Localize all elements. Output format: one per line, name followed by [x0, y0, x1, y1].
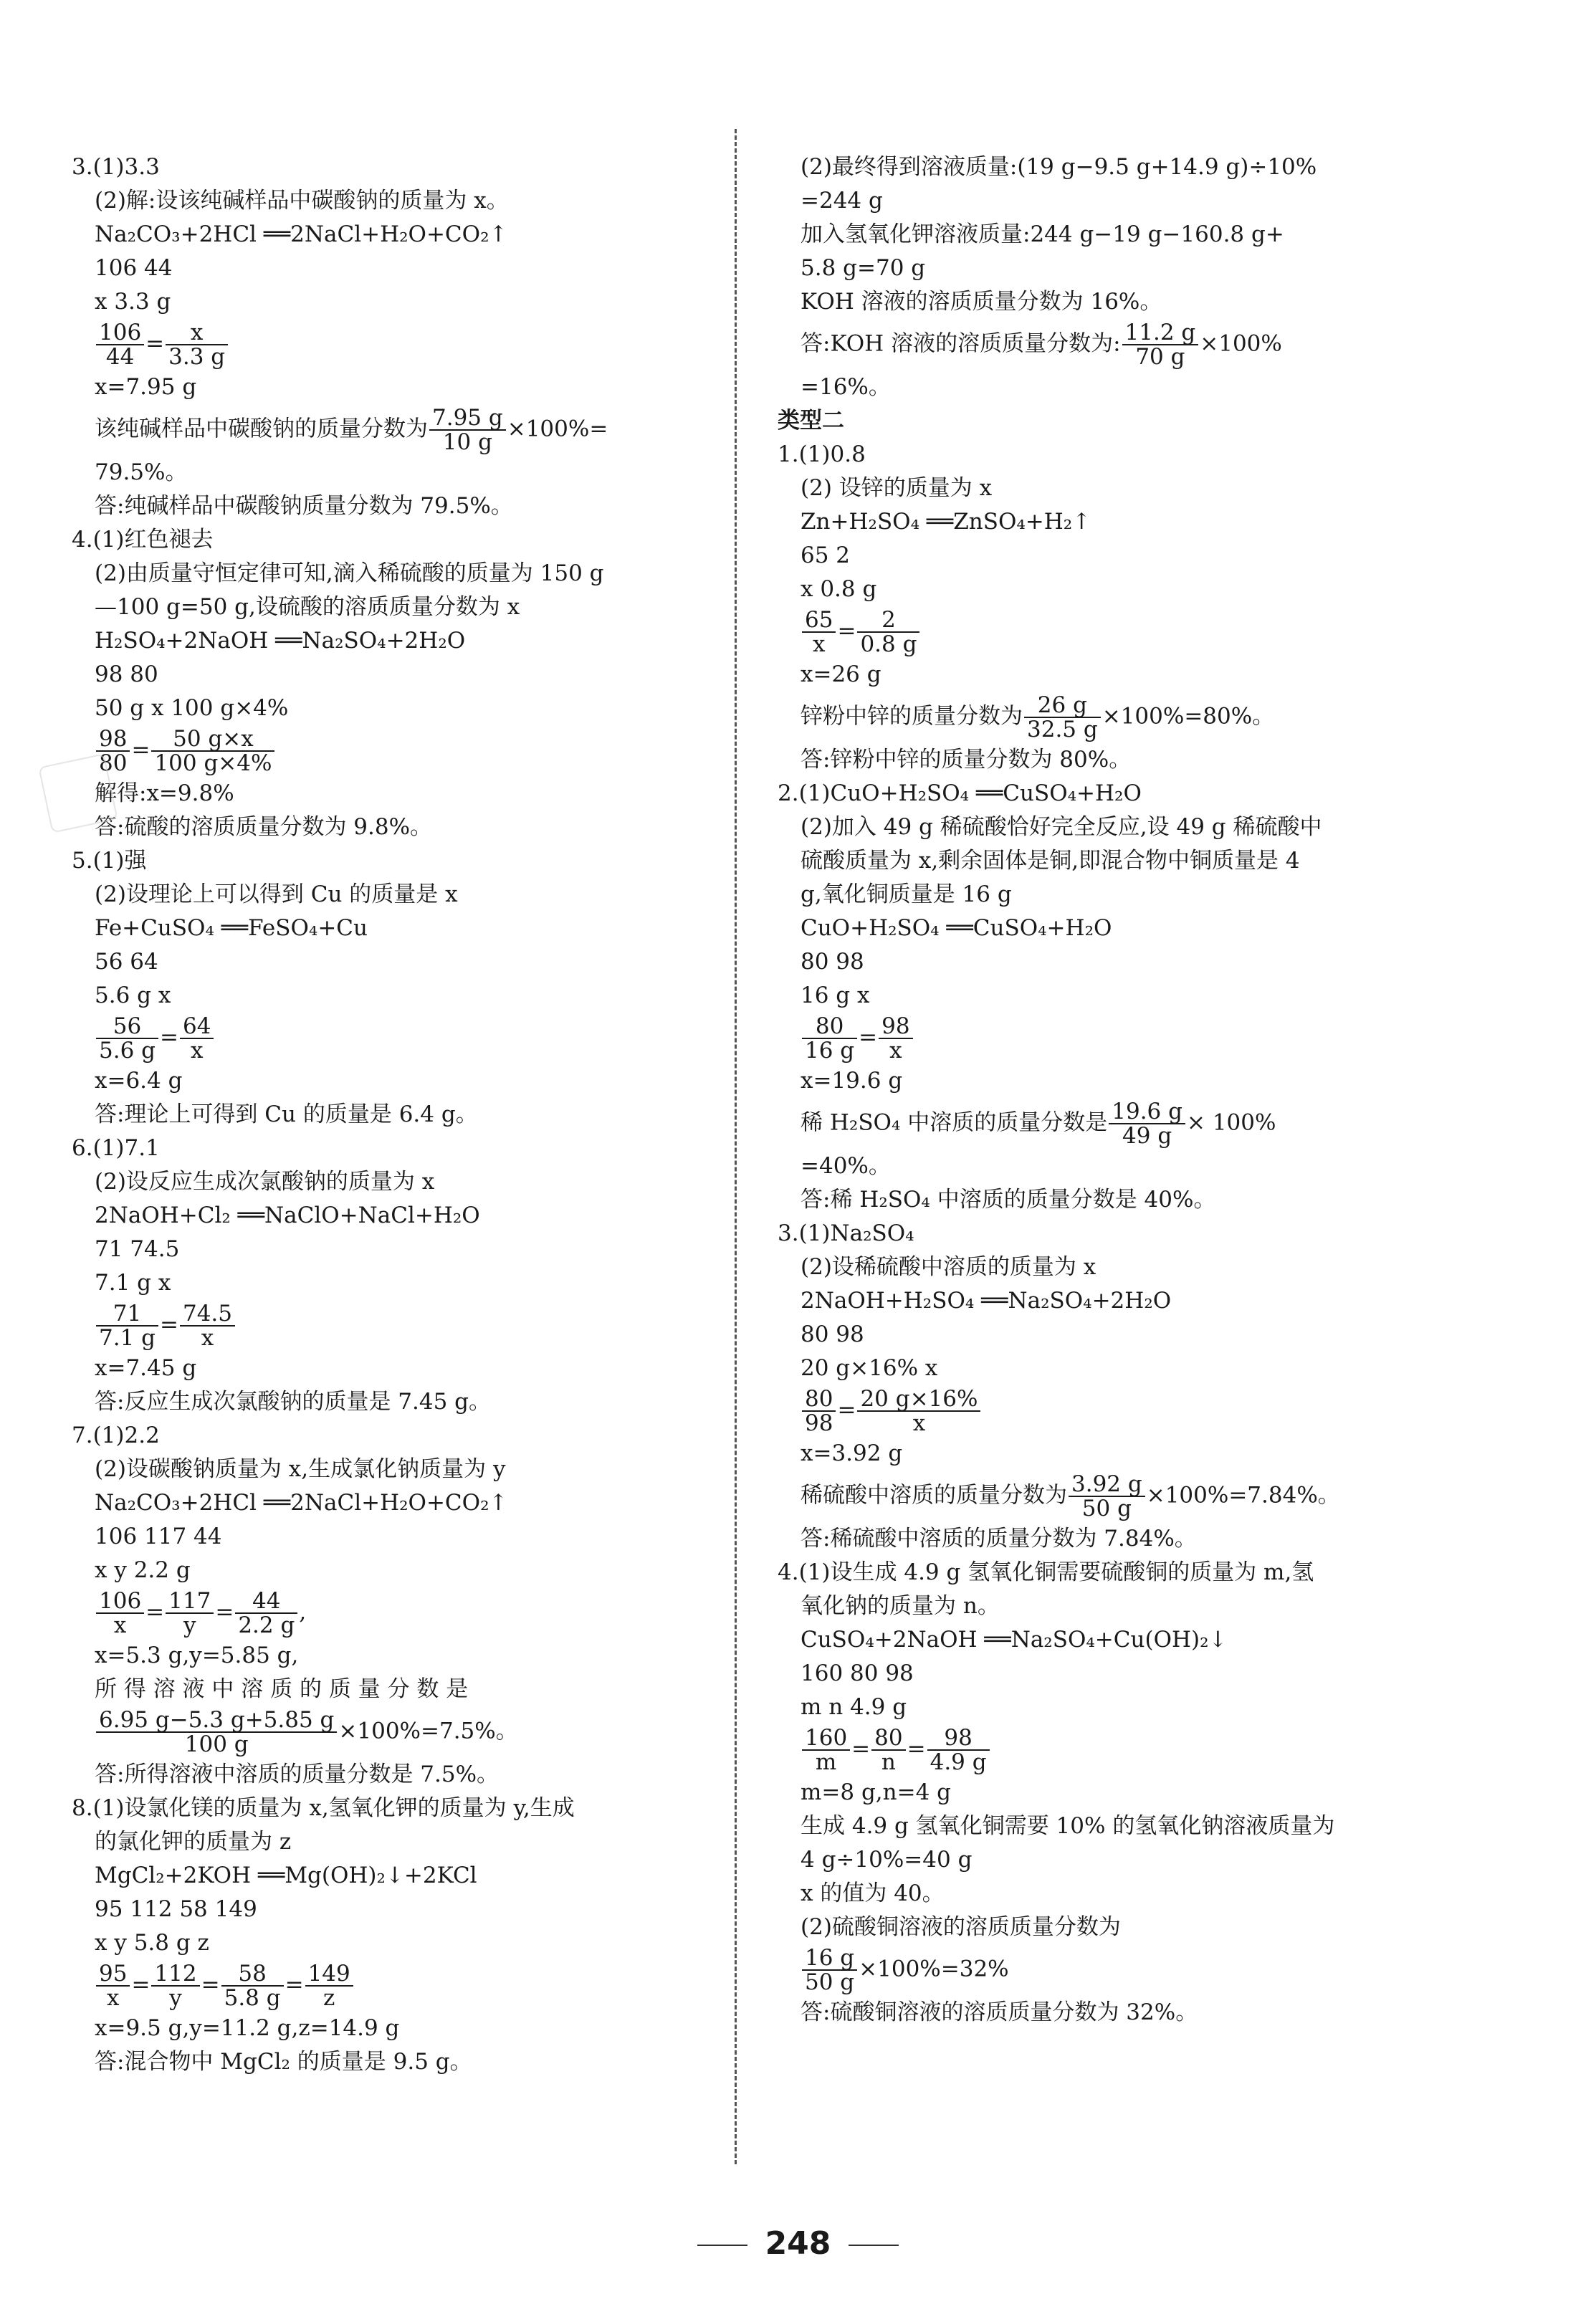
- fraction-denominator: 3.3 g: [168, 344, 226, 370]
- text-line: —100 g=50 g,设硫酸的溶质质量分数为 x: [95, 594, 520, 620]
- text-line: 生成 4.9 g 氢氧化铜需要 10% 的氢氧化钠溶液质量为: [801, 1813, 1335, 1839]
- text-line: x y 2.2 g: [95, 1557, 191, 1583]
- text-line: KOH 溶液的溶质质量分数为 16%。: [801, 289, 1162, 315]
- text-line: (2)最终得到溶液质量:(19 g−9.5 g+14.9 g)÷10%: [801, 154, 1317, 180]
- column-divider: [735, 129, 737, 2164]
- fraction-denominator: x: [106, 1985, 120, 2011]
- formula-text: =: [285, 1971, 304, 1998]
- text-line: (2)设稀硫酸中溶质的质量为 x: [801, 1254, 1096, 1280]
- fraction-denominator: y: [169, 1985, 182, 2011]
- text-line: x=5.3 g,y=5.85 g,: [95, 1643, 299, 1668]
- fraction-numerator: 80: [871, 1726, 905, 1751]
- fraction: [802, 1946, 857, 1994]
- fraction: [96, 1708, 337, 1756]
- fraction-numerator: 64: [180, 1015, 214, 1039]
- formula-line: [72, 1706, 717, 1758]
- text-line: 16 g x: [801, 983, 870, 1008]
- fraction-numerator: 56: [96, 1015, 158, 1039]
- text-line: 50 g x 100 g×4%: [95, 695, 289, 721]
- text-line: 106 117 44: [95, 1524, 222, 1549]
- fraction-denominator: x: [113, 1612, 127, 1638]
- fraction-denominator: 16 g: [805, 1038, 855, 1064]
- text-line: CuO+H₂SO₄ ══CuSO₄+H₂O: [801, 915, 1112, 941]
- fraction: [429, 406, 506, 454]
- fraction-denominator: 5.8 g: [224, 1985, 281, 2011]
- text-line: 80 98: [801, 1321, 864, 1347]
- formula-text: ×100%: [1200, 330, 1282, 357]
- text-line: (2)设反应生成次氯酸钠的质量为 x: [95, 1169, 435, 1195]
- text-line: 答:混合物中 MgCl₂ 的质量是 9.5 g。: [95, 2049, 472, 2075]
- fraction-numerator: 58: [221, 1962, 284, 1987]
- fraction-numerator: 106: [96, 321, 144, 345]
- fraction-numerator: 11.2 g: [1122, 321, 1199, 345]
- fraction-denominator: 49 g: [1122, 1123, 1172, 1149]
- fraction-denominator: 100 g×4%: [154, 750, 272, 776]
- page-footer: [0, 2225, 1596, 2262]
- formula-text: × 100%: [1186, 1109, 1276, 1136]
- fraction: [166, 321, 228, 368]
- formula-line: [72, 1013, 717, 1064]
- fraction-denominator: x: [889, 1038, 902, 1064]
- fraction-denominator: x: [201, 1325, 214, 1351]
- fraction: [96, 1015, 158, 1062]
- fraction: [1069, 1473, 1145, 1520]
- formula-line: [778, 1724, 1408, 1776]
- text-line: 4.(1)设生成 4.9 g 氢氧化铜需要硫酸铜的质量为 m,氢: [778, 1559, 1314, 1585]
- fraction-numerator: 16 g: [802, 1946, 857, 1971]
- footer-rule-right: [849, 2245, 899, 2246]
- formula-line: [72, 1587, 717, 1639]
- fraction-denominator: 4.9 g: [930, 1749, 987, 1775]
- fraction-denominator: x: [812, 631, 826, 657]
- text-line: MgCl₂+2KOH ══Mg(OH)₂↓+2KCl: [95, 1863, 477, 1888]
- text-line: x=7.45 g: [95, 1355, 197, 1381]
- formula-line: [778, 1385, 1408, 1437]
- fraction-denominator: 32.5 g: [1027, 717, 1098, 742]
- fraction: [221, 1962, 284, 2009]
- text-line: H₂SO₄+2NaOH ══Na₂SO₄+2H₂O: [95, 628, 466, 654]
- formula-text: 稀 H₂SO₄ 中溶质的质量分数是: [801, 1109, 1108, 1136]
- fraction-numerator: 65: [802, 608, 836, 633]
- text-line: 答:稀硫酸中溶质的质量分数为 7.84%。: [801, 1526, 1197, 1552]
- fraction-numerator: 160: [802, 1726, 850, 1751]
- fraction-denominator: 80: [99, 750, 128, 776]
- formula-line: [778, 1471, 1408, 1522]
- fraction: [802, 1387, 836, 1435]
- fraction: [305, 1962, 353, 2009]
- text-line: 的氯化钾的质量为 z: [95, 1829, 292, 1855]
- fraction-numerator: 19.6 g: [1109, 1100, 1185, 1124]
- fraction: [857, 608, 919, 656]
- text-line: 解得:x=9.8%: [95, 780, 234, 806]
- formula-text: ×100%=80%。: [1102, 703, 1275, 730]
- formula-text: ×100%=7.5%。: [338, 1718, 518, 1744]
- fraction: [1122, 321, 1199, 368]
- fraction: [235, 1590, 297, 1637]
- fraction: [927, 1726, 990, 1774]
- formula-text: =: [160, 1024, 178, 1051]
- fraction-numerator: 98: [927, 1726, 990, 1751]
- text-line: Zn+H₂SO₄ ══ZnSO₄+H₂↑: [801, 509, 1091, 535]
- formula-text: ,: [299, 1599, 307, 1625]
- text-line: 5.(1)强: [72, 848, 147, 874]
- formula-line: [778, 1013, 1408, 1064]
- text-line: (2) 设锌的质量为 x: [801, 475, 993, 501]
- formula-line: [778, 1098, 1408, 1150]
- fraction: [802, 608, 836, 656]
- text-line: x=19.6 g: [801, 1068, 903, 1094]
- fraction-denominator: 2.2 g: [238, 1612, 295, 1638]
- formula-text: =: [215, 1599, 234, 1625]
- text-line: 4 g÷10%=40 g: [801, 1847, 973, 1873]
- text-line: x=3.92 g: [801, 1440, 903, 1466]
- text-line: m n 4.9 g: [801, 1694, 907, 1720]
- formula-line: [72, 319, 717, 371]
- text-line: 71 74.5: [95, 1236, 180, 1262]
- fraction-denominator: m: [815, 1749, 837, 1775]
- fraction-numerator: 117: [166, 1590, 214, 1614]
- text-line: 答:纯碱样品中碳酸钠质量分数为 79.5%。: [95, 493, 513, 519]
- fraction-numerator: 20 g×16%: [857, 1387, 980, 1412]
- text-line: x=9.5 g,y=11.2 g,z=14.9 g: [95, 2015, 400, 2041]
- fraction-numerator: 26 g: [1024, 694, 1101, 718]
- formula-text: =: [201, 1971, 220, 1998]
- text-line: 98 80: [95, 661, 158, 687]
- formula-line: [72, 1300, 717, 1352]
- fraction: [151, 727, 274, 775]
- text-line: 硫酸质量为 x,剩余固体是铜,即混合物中铜质量是 4: [801, 848, 1300, 874]
- page-number: 248: [765, 2225, 831, 2262]
- text-line: g,氧化铜质量是 16 g: [801, 881, 1012, 907]
- text-line: 答:理论上可得到 Cu 的质量是 6.4 g。: [95, 1101, 478, 1127]
- fraction-denominator: n: [881, 1749, 896, 1775]
- fraction-numerator: 80: [802, 1387, 836, 1412]
- fraction-numerator: 106: [96, 1590, 144, 1614]
- text-line: x=6.4 g: [95, 1068, 183, 1094]
- fraction-denominator: 5.6 g: [99, 1038, 156, 1064]
- text-line: x 的值为 40。: [801, 1880, 945, 1906]
- formula-text: 稀硫酸中溶质的质量分数为: [801, 1482, 1067, 1509]
- text-line: 79.5%。: [95, 459, 188, 485]
- fraction: [1109, 1100, 1185, 1147]
- formula-text: =: [145, 330, 165, 357]
- text-line: 答:稀 H₂SO₄ 中溶质的质量分数是 40%。: [801, 1187, 1216, 1213]
- fraction-denominator: 100 g: [184, 1731, 249, 1757]
- text-line: 95 112 58 149: [95, 1896, 257, 1922]
- text-line: =16%。: [801, 374, 891, 400]
- formula-line: [778, 606, 1408, 658]
- text-line: 答:所得溶液中溶质的质量分数是 7.5%。: [95, 1762, 500, 1787]
- fraction: [871, 1726, 905, 1774]
- text-line: =244 g: [801, 188, 883, 214]
- text-line: (2)硫酸铜溶液的溶质质量分数为: [801, 1914, 1121, 1940]
- text-line: x 3.3 g: [95, 289, 171, 315]
- fraction-numerator: 98: [879, 1015, 912, 1039]
- fraction-numerator: 6.95 g−5.3 g+5.85 g: [96, 1708, 337, 1733]
- right-column: [778, 150, 1408, 2030]
- fraction-numerator: 80: [802, 1015, 857, 1039]
- formula-text: ×100%=7.84%。: [1146, 1482, 1340, 1509]
- formula-text: ×100%=: [507, 416, 608, 442]
- fraction-numerator: 74.5: [180, 1302, 235, 1327]
- fraction-numerator: 98: [96, 727, 130, 752]
- formula-text: =: [837, 1397, 856, 1423]
- formula-line: [72, 404, 717, 456]
- text-line: (2)设理论上可以得到 Cu 的质量是 x: [95, 881, 458, 907]
- formula-text: 该纯碱样品中碳酸钠的质量分数为: [95, 416, 428, 442]
- fraction-denominator: 0.8 g: [860, 631, 917, 657]
- text-line: Fe+CuSO₄ ══FeSO₄+Cu: [95, 915, 368, 941]
- watermark-stamp: [38, 753, 118, 833]
- fraction: [96, 1590, 144, 1637]
- text-line: 65 2: [801, 543, 851, 568]
- fraction: [180, 1015, 214, 1062]
- fraction: [151, 1962, 199, 2009]
- fraction-numerator: 7.95 g: [429, 406, 506, 431]
- text-line: 106 44: [95, 255, 173, 281]
- fraction-denominator: x: [190, 1038, 204, 1064]
- fraction-denominator: 50 g: [1081, 1496, 1132, 1521]
- text-line: Na₂CO₃+2HCl ══2NaCl+H₂O+CO₂↑: [95, 1490, 508, 1516]
- fraction-denominator: 98: [805, 1410, 833, 1436]
- formula-text: =: [145, 1599, 165, 1625]
- text-line: (2)加入 49 g 稀硫酸恰好完全反应,设 49 g 稀硫酸中: [801, 814, 1322, 840]
- text-line: 5.8 g=70 g: [801, 255, 926, 281]
- text-line: 1.(1)0.8: [778, 441, 866, 467]
- text-line: (2)由质量守恒定律可知,滴入稀硫酸的质量为 150 g: [95, 560, 604, 586]
- fraction: [96, 321, 144, 368]
- fraction-denominator: 44: [105, 344, 135, 370]
- fraction: [96, 1302, 158, 1349]
- formula-text: ×100%=32%: [859, 1956, 1009, 1982]
- fraction-denominator: 70 g: [1135, 344, 1185, 370]
- fraction-numerator: 112: [151, 1962, 199, 1987]
- fraction-denominator: 50 g: [805, 1969, 855, 1995]
- fraction-numerator: 2: [857, 608, 919, 633]
- fraction: [857, 1387, 980, 1435]
- section-heading: 类型二: [778, 408, 844, 434]
- text-line: 答:锌粉中锌的质量分数为 80%。: [801, 747, 1132, 773]
- text-line: x=26 g: [801, 661, 881, 687]
- formula-text: 答:KOH 溶液的溶质质量分数为:: [801, 330, 1121, 357]
- fraction-denominator: 10 g: [442, 429, 492, 455]
- text-line: CuSO₄+2NaOH ══Na₂SO₄+Cu(OH)₂↓: [801, 1627, 1228, 1653]
- text-line: 答:硫酸铜溶液的溶质质量分数为 32%。: [801, 1999, 1198, 2025]
- formula-line: [72, 1960, 717, 2012]
- formula-line: [778, 319, 1408, 371]
- text-line: 7.1 g x: [95, 1270, 171, 1296]
- fraction: [802, 1015, 857, 1062]
- fraction: [96, 1962, 130, 2009]
- formula-text: =: [131, 1971, 150, 1998]
- fraction-denominator: 7.1 g: [99, 1325, 156, 1351]
- formula-line: [72, 725, 717, 777]
- text-line: 8.(1)设氯化镁的质量为 x,氢氧化钾的质量为 y,生成: [72, 1795, 575, 1821]
- formula-line: [778, 1944, 1408, 1996]
- fraction: [180, 1302, 235, 1349]
- text-line: Na₂CO₃+2HCl ══2NaCl+H₂O+CO₂↑: [95, 221, 508, 247]
- fraction-numerator: 71: [96, 1302, 158, 1327]
- formula-text: =: [131, 737, 150, 763]
- fraction-numerator: 149: [305, 1962, 353, 1987]
- text-line: 4.(1)红色褪去: [72, 527, 214, 553]
- text-line: x y 5.8 g z: [95, 1930, 209, 1956]
- fraction-denominator: y: [183, 1612, 196, 1638]
- fraction-numerator: 50 g×x: [151, 727, 274, 752]
- formula-text: =: [859, 1024, 878, 1051]
- text-line: 56 64: [95, 949, 158, 975]
- left-column: [72, 150, 717, 2079]
- formula-text: =: [907, 1736, 926, 1762]
- text-line: 7.(1)2.2: [72, 1423, 160, 1448]
- text-line: 加入氢氧化钾溶液质量:244 g−19 g−160.8 g+: [801, 221, 1284, 247]
- formula-text: =: [160, 1311, 178, 1338]
- text-line: 160 80 98: [801, 1660, 914, 1686]
- text-line: 所 得 溶 液 中 溶 质 的 质 量 分 数 是: [95, 1676, 469, 1702]
- text-line: 80 98: [801, 949, 864, 975]
- text-line: 6.(1)7.1: [72, 1135, 160, 1161]
- text-line: 2NaOH+Cl₂ ══NaClO+NaCl+H₂O: [95, 1203, 480, 1228]
- text-line: 20 g×16% x: [801, 1355, 938, 1381]
- text-line: 2.(1)CuO+H₂SO₄ ══CuSO₄+H₂O: [778, 780, 1142, 806]
- footer-rule-left: [697, 2245, 747, 2246]
- fraction: [879, 1015, 912, 1062]
- formula-text: =: [851, 1736, 871, 1762]
- text-line: 氧化钠的质量为 n。: [801, 1593, 1000, 1619]
- text-line: 3.(1)3.3: [72, 154, 160, 180]
- fraction-numerator: 3.92 g: [1069, 1473, 1145, 1497]
- text-line: 答:反应生成次氯酸钠的质量是 7.45 g。: [95, 1389, 492, 1415]
- text-line: x 0.8 g: [801, 576, 877, 602]
- fraction: [802, 1726, 850, 1774]
- fraction: [1024, 694, 1101, 741]
- text-line: 3.(1)Na₂SO₄: [778, 1220, 914, 1246]
- formula-line: [778, 692, 1408, 743]
- text-line: x=7.95 g: [95, 374, 197, 400]
- text-line: (2)解:设该纯碱样品中碳酸钠的质量为 x。: [95, 188, 509, 214]
- formula-text: 锌粉中锌的质量分数为: [801, 703, 1023, 730]
- text-line: (2)设碳酸钠质量为 x,生成氯化钠质量为 y: [95, 1456, 506, 1482]
- fraction-numerator: 95: [96, 1962, 130, 1987]
- text-line: =40%。: [801, 1153, 891, 1179]
- fraction-numerator: 44: [235, 1590, 297, 1614]
- fraction-denominator: z: [322, 1985, 335, 2011]
- text-line: 答:硫酸的溶质质量分数为 9.8%。: [95, 814, 433, 840]
- text-line: 2NaOH+H₂SO₄ ══Na₂SO₄+2H₂O: [801, 1288, 1172, 1314]
- text-line: m=8 g,n=4 g: [801, 1779, 952, 1805]
- fraction: [166, 1590, 214, 1637]
- formula-text: =: [837, 618, 856, 644]
- fraction-numerator: x: [166, 321, 228, 345]
- fraction-denominator: x: [912, 1410, 926, 1436]
- text-line: 5.6 g x: [95, 983, 171, 1008]
